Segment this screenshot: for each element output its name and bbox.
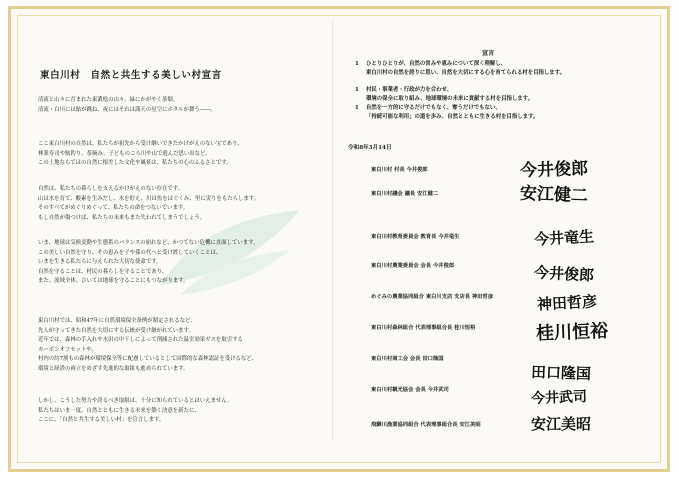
body-line: いまを生きる私たちに与えられた大切な使命です。 (38, 259, 162, 265)
body-line: カーボンオフセットや、 (38, 346, 97, 353)
body-line: いま、地球は気候変動や生態系のバランスの崩れなど、かつてない危機に直面しています。 (38, 240, 259, 246)
handwritten-signature: 安江健二 (519, 183, 589, 207)
body-line: 山は水を育て、酸素を生みだし、水を貯え、川は魚をはぐくみ、里に実りをもたらします。 (38, 195, 260, 202)
handwritten-signature: 神田哲彦 (536, 292, 598, 314)
handwritten-signature: 安江美昭 (531, 415, 592, 433)
signer-label: 東白川村教育委員会 教育長 今井竜生 (371, 234, 460, 240)
signer-label: 飛騨川漁業協同組合 代表理事組合長 安江美昭 (371, 422, 481, 428)
handwritten-signature: 今井武司 (530, 389, 588, 407)
handwritten-signature: 今井竜生 (533, 227, 595, 249)
handwritten-signature: 今井俊郎 (533, 263, 595, 285)
pledge-line: 自然を一方的に守るだけでもなく、奪うだけでもない、 (366, 105, 501, 111)
body-line: この美しい自然を守り、その恵みを子や孫の代へと受け渡していくことは、 (38, 249, 222, 256)
body-line: この土地ならではの自然に根差した文化や風景は、私たちの心のふるさとです。 (38, 160, 232, 166)
body-line: 林業寿司や鮎釣り、茶摘み、子どものころ川や山で遊んだ思い出など、 (38, 150, 211, 157)
body-line: 清流・白川には鮎が跳ね、夜にはそれは満天の星空にホタルが舞う――。 (38, 106, 216, 113)
body-line: 環境と経済の両立をめざす先進的な取組も進められています。 (38, 365, 189, 372)
pledge-item (355, 86, 656, 104)
body-line: そのすべてがめぐりめぐって、私たちの命をつないでいます。 (38, 205, 189, 211)
pledge-number: 1 (355, 105, 359, 111)
pledge-item (355, 104, 656, 122)
body-line: 自然を守ることは、村民の暮らしを守ることであり、 (38, 268, 168, 275)
pledge-line: 「持続可能な利用」の道を歩み、自然とともに生きる村を目指します。 (366, 114, 539, 120)
declaration-date: 令和8年3月14日 (348, 145, 392, 151)
body-paragraph (38, 317, 330, 374)
signer-label: 東白川村農業委員会 会長 今井俊郎 (371, 263, 455, 269)
body-line: 清流と山々に育まれた東濃桧の山々。緑にかがやく茶畑。 (38, 97, 179, 103)
pledge-number: 1 (355, 87, 359, 93)
body-paragraph (38, 239, 330, 287)
body-line: 東白川村では、昭和47年に自然環境保全条例が制定されるなど、 (38, 318, 196, 324)
pledge-item (355, 60, 656, 78)
signer-label: 東白川村商工会 会長 田口隆国 (371, 356, 444, 362)
signer-label: 東白川村森林組合 代表理事組合長 桂川恒裕 (371, 325, 476, 331)
body-line: 近年では、森林の手入れや水田の中干しによって削減された温室効果ガスを取引する (38, 337, 243, 343)
signer-label: 東白川村観光協会 会長 今井武司 (371, 387, 449, 393)
pledge-line: 村民・事業者・行政が力を合わせ、 (366, 87, 453, 93)
body-paragraph (38, 140, 330, 169)
handwritten-signature: 田口隆国 (530, 362, 592, 384)
signer-label: 東白川村議会 議長 安江健二 (371, 191, 439, 197)
body-paragraph (38, 397, 330, 426)
signer-label: めぐみの農業協同組合 東白川支店 支店長 神田哲彦 (371, 294, 494, 300)
body-paragraph (38, 185, 330, 223)
pledge-number: 1 (355, 61, 359, 67)
handwritten-signature: 今井俊郎 (519, 158, 589, 182)
body-line: また、流域全体、ひいては地球を守ることにもつながります。 (38, 278, 189, 284)
body-line: ここに、「自然と共生する美しい村」を宣言します。 (38, 417, 165, 423)
center-divider (332, 20, 333, 440)
body-line: しかし、こうした努力や誇るべき取組は、十分に知られているとはいえません。 (38, 398, 233, 404)
body-line: ここ東白川村の自然は、私たちが祖先から受け継いできたかけがえのない宝であり、 (38, 141, 243, 147)
body-line: 私たちはいま一度、自然とともに生きる未来を築く決意を新たに、 (38, 407, 200, 414)
handwritten-signature: 桂川恒裕 (535, 320, 609, 345)
body-line: 先人が守ってきた自然を大切にする伝統が受け継がれています。 (38, 327, 194, 334)
body-line: もし自然が傷つけば、私たちの未来もまた失われてしまうでしょう。 (38, 214, 206, 221)
body-paragraph (38, 96, 330, 115)
pledge-line: 東白川村の自然を誇りに思い、自然を大切にする心を育てられる村を目指します。 (366, 70, 566, 76)
signer-label: 東白川村 村長 今井俊郎 (371, 167, 428, 173)
page-title: 東白川村 自然と共生する美しい村宣言 (40, 70, 222, 81)
body-line: 村内の約7割もの森林が環境保全等に配慮しているとして国際的な森林認証を受けるなど、 (38, 356, 258, 362)
declaration-heading: 宣言 (482, 50, 495, 57)
body-line: 自然は、私たちの暮らしを支えるかけがえのない存在です。 (38, 186, 184, 192)
pledge-line: ひとりひとりが、自然の営みや恵みについて深く理解し、 (366, 61, 507, 67)
pledge-line: 環境の保全に取り組み、地球環境の未来に貢献する村を目指します。 (366, 96, 534, 102)
